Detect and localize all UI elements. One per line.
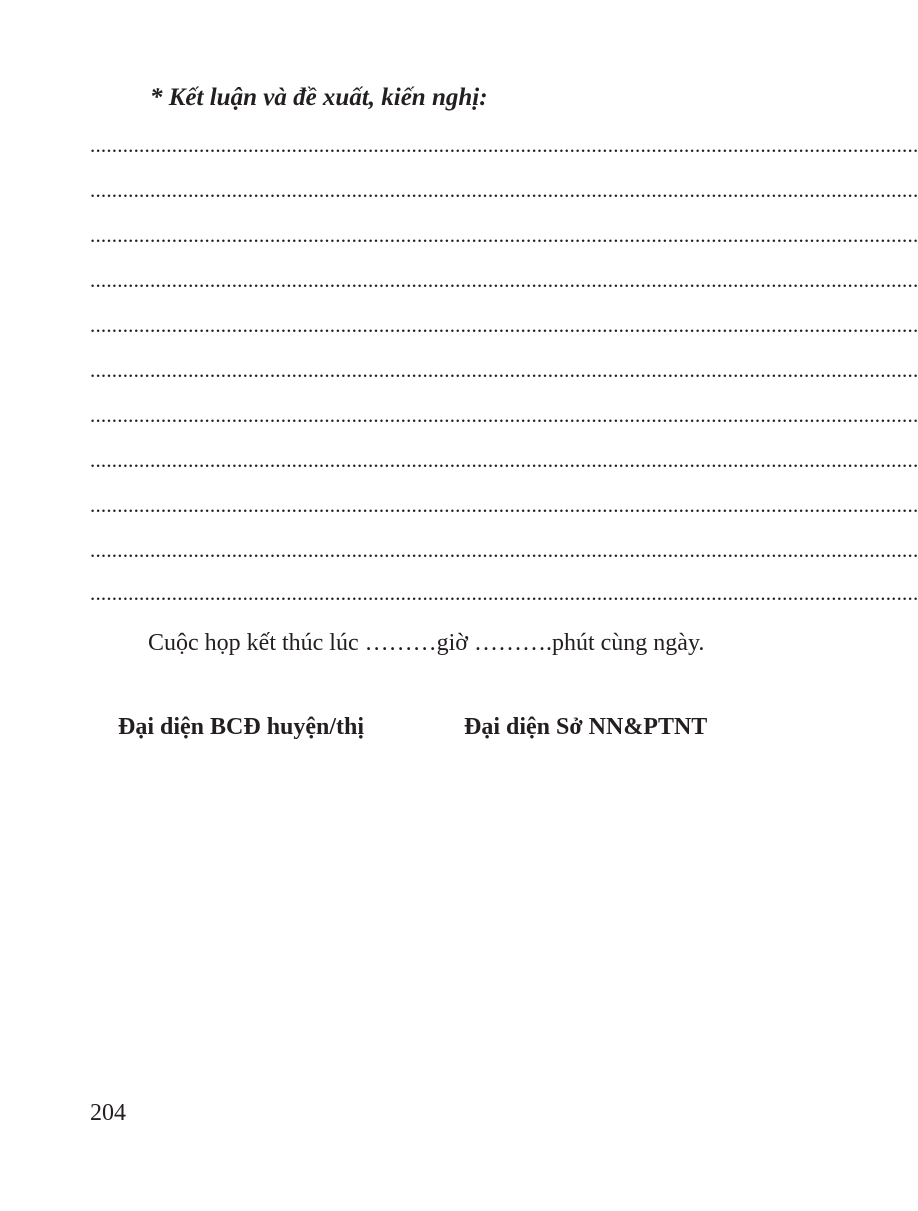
signature-label-department: Đại diện Sở NN&PTNT	[464, 714, 708, 740]
dotted-fill-line: ........................................................................................................................................................	[90, 448, 918, 472]
signature-label-district: Đại diện BCĐ huyện/thị	[118, 714, 365, 740]
dotted-fill-line: ........................................................................................................................................................	[90, 581, 918, 605]
dotted-fill-line: ........................................................................................................................................................	[90, 223, 918, 247]
dotted-fill-line: ........................................................................................................................................................	[90, 538, 918, 562]
section-heading: * Kết luận và đề xuất, kiến nghị:	[150, 84, 488, 111]
dotted-fill-line: ........................................................................................................................................................	[90, 313, 918, 337]
page-number: 204	[90, 1100, 126, 1126]
dotted-fill-line: ........................................................................................................................................................	[90, 403, 918, 427]
meeting-end-sentence: Cuộc họp kết thúc lúc ………giờ ……….phút cùng ngày.	[148, 630, 705, 656]
dotted-fill-line: ........................................................................................................................................................	[90, 268, 918, 292]
dotted-fill-line: ........................................................................................................................................................	[90, 178, 918, 202]
dotted-fill-line: ........................................................................................................................................................	[90, 358, 918, 382]
dotted-fill-line: ........................................................................................................................................................	[90, 133, 918, 157]
dotted-fill-line: ........................................................................................................................................................	[90, 493, 918, 517]
